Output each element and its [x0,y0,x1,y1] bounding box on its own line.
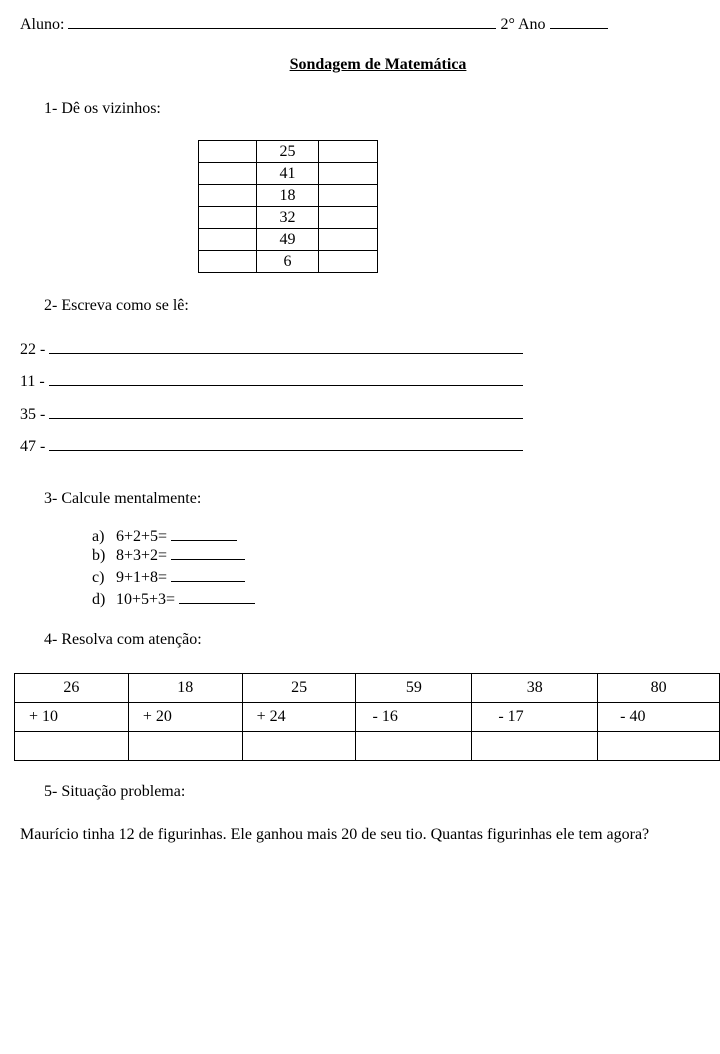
item-expression: 8+3+2= [116,547,168,564]
operand-cell: 25 [242,674,356,703]
write-number: 35 - [20,406,46,423]
successor-cell[interactable] [319,251,378,273]
table-row [199,229,378,251]
write-line-item [20,404,523,424]
table-row [199,141,378,163]
student-name-field[interactable] [68,14,496,29]
operand-cell: 18 [128,674,242,703]
successor-cell[interactable] [319,185,378,207]
item-expression: 10+5+3= [116,591,176,608]
mental-calc-item [92,589,255,609]
neighbors-table [198,140,378,273]
predecessor-cell[interactable] [199,229,257,251]
item-letter: c) [92,569,105,586]
predecessor-cell[interactable] [199,163,257,185]
item-expression: 9+1+8= [116,569,168,586]
number-cell: 18 [257,185,319,207]
question-1-label: 1- Dê os vizinhos: [44,100,161,117]
mental-calc-item [92,545,245,565]
operation-cell: + 10 [15,703,129,732]
grade-label: 2° Ano [500,16,546,33]
operand-cell: 80 [598,674,720,703]
question-3-label: 3- Calcule mentalmente: [44,490,202,507]
table-row [199,185,378,207]
write-line-item [20,371,523,391]
item-letter: d) [92,591,106,608]
table-row [15,703,720,732]
mental-calc-item [92,567,245,587]
operation-cell: - 17 [472,703,598,732]
write-answer-field[interactable] [49,339,523,354]
write-number: 22 - [20,341,46,358]
predecessor-cell[interactable] [199,141,257,163]
operation-cell: + 20 [128,703,242,732]
write-number: 11 - [20,373,45,390]
write-number: 47 - [20,438,46,455]
result-cell[interactable] [15,732,129,761]
question-2-label: 2- Escreva como se lê: [44,297,189,314]
student-label: Aluno: [20,16,65,33]
item-expression: 6+2+5= [116,528,168,545]
operand-cell: 59 [356,674,472,703]
write-line-item [20,436,523,456]
successor-cell[interactable] [319,229,378,251]
successor-cell[interactable] [319,207,378,229]
successor-cell[interactable] [319,163,378,185]
operation-cell: - 16 [356,703,472,732]
table-row [15,674,720,703]
operations-table [14,673,720,761]
result-cell[interactable] [472,732,598,761]
write-answer-field[interactable] [49,436,523,451]
student-name-row [20,14,608,34]
calc-answer-field[interactable] [171,526,237,541]
number-cell: 41 [257,163,319,185]
result-cell[interactable] [598,732,720,761]
write-answer-field[interactable] [49,371,523,386]
operation-cell: + 24 [242,703,356,732]
number-cell: 32 [257,207,319,229]
question-5-label: 5- Situação problema: [44,783,186,800]
predecessor-cell[interactable] [199,207,257,229]
write-line-item [20,339,523,359]
number-cell: 49 [257,229,319,251]
page-title: Sondagem de Matemática [289,56,467,73]
mental-calc-item [92,526,237,546]
table-row [15,732,720,761]
table-row [199,251,378,273]
result-cell[interactable] [356,732,472,761]
operand-cell: 38 [472,674,598,703]
calc-answer-field[interactable] [171,567,245,582]
operand-cell: 26 [15,674,129,703]
table-row [199,207,378,229]
number-cell: 25 [257,141,319,163]
table-row [199,163,378,185]
item-letter: a) [92,528,105,545]
result-cell[interactable] [242,732,356,761]
word-problem-text: Maurício tinha 12 de figurinhas. Ele ganhou mais 20 de seu tio. Quantas figurinhas ele tem agora? [20,826,650,843]
number-cell: 6 [257,251,319,273]
operation-cell: - 40 [598,703,720,732]
question-4-label: 4- Resolva com atenção: [44,631,202,648]
predecessor-cell[interactable] [199,251,257,273]
item-letter: b) [92,547,106,564]
calc-answer-field[interactable] [171,545,245,560]
result-cell[interactable] [128,732,242,761]
successor-cell[interactable] [319,141,378,163]
calc-answer-field[interactable] [179,589,255,604]
write-answer-field[interactable] [49,404,523,419]
predecessor-cell[interactable] [199,185,257,207]
grade-field[interactable] [550,14,608,29]
